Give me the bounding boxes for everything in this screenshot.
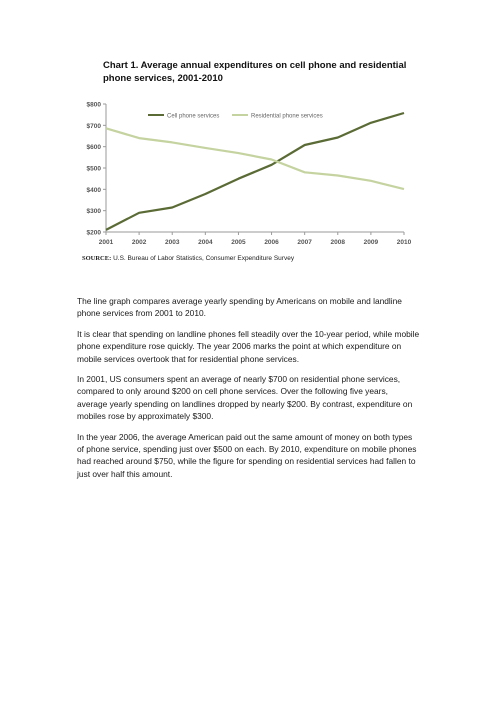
x-tick-label: 2008 xyxy=(330,239,346,246)
series-line-residential-phone-services xyxy=(106,128,404,189)
x-tick-label: 2004 xyxy=(198,239,213,246)
paragraph: The line graph compares average yearly spending by Americans on mobile and landline phone services from 2001 to 2010. xyxy=(77,296,402,319)
x-tick-label: 2010 xyxy=(396,239,412,246)
chart-source xyxy=(82,255,294,262)
y-tick-label: $500 xyxy=(86,165,101,173)
x-tick-label: 2001 xyxy=(98,239,114,246)
y-tick-label: $600 xyxy=(86,144,101,152)
y-tick-label: $200 xyxy=(86,229,101,237)
source-label: SOURCE: xyxy=(82,255,112,262)
essay-text xyxy=(77,295,420,488)
y-tick-label: $300 xyxy=(86,208,101,216)
y-tick-label: $800 xyxy=(86,101,101,109)
y-tick-label: $700 xyxy=(86,122,101,130)
legend-label: Residential phone services xyxy=(251,113,323,120)
chart-title: Chart 1. Average annual expenditures on cell phone and residential phone services, 2001-2010 xyxy=(103,60,407,84)
x-tick-labels xyxy=(99,232,412,246)
paragraph: In 2001, US consumers spent an average of nearly $700 on residential phone services, compared to only around $200 on cell phone services. Over the following five years, average yearly spending on landlines dropped by nearly $200. By contrast, expenditure on mobiles rose by approximately $300. xyxy=(77,374,413,422)
source-text: U.S. Bureau of Labor Statistics, Consumer Expenditure Survey xyxy=(113,255,295,262)
paragraph: It is clear that spending on landline phones fell steadily over the 10-year period, while mobile phone expenditure rose quickly. The year 2006 marks the point at which expenditure on mobile services overtook that for residential phone services. xyxy=(77,328,420,364)
x-tick-label: 2009 xyxy=(363,239,379,246)
x-tick-label: 2005 xyxy=(231,239,246,246)
x-tick-label: 2002 xyxy=(131,239,147,246)
x-tick-label: 2006 xyxy=(264,239,279,246)
x-tick-label: 2007 xyxy=(297,239,312,246)
chart-axes xyxy=(106,104,404,232)
line-chart xyxy=(72,95,422,253)
paragraph: In the year 2006, the average American paid out the same amount of money on both types of phone service, spending just over $500 on each. By 2010, expenditure on mobile phones had reached around $750, while the figure for spending on residential services had fallen to just over half this amount. xyxy=(77,431,417,479)
series-lines xyxy=(106,113,404,230)
chart-legend xyxy=(148,113,323,119)
series-line-cell-phone-services xyxy=(106,113,404,230)
y-tick-labels xyxy=(87,102,106,237)
y-tick-label: $400 xyxy=(86,186,101,194)
x-tick-label: 2003 xyxy=(164,239,180,246)
legend-label: Cell phone services xyxy=(167,113,220,120)
